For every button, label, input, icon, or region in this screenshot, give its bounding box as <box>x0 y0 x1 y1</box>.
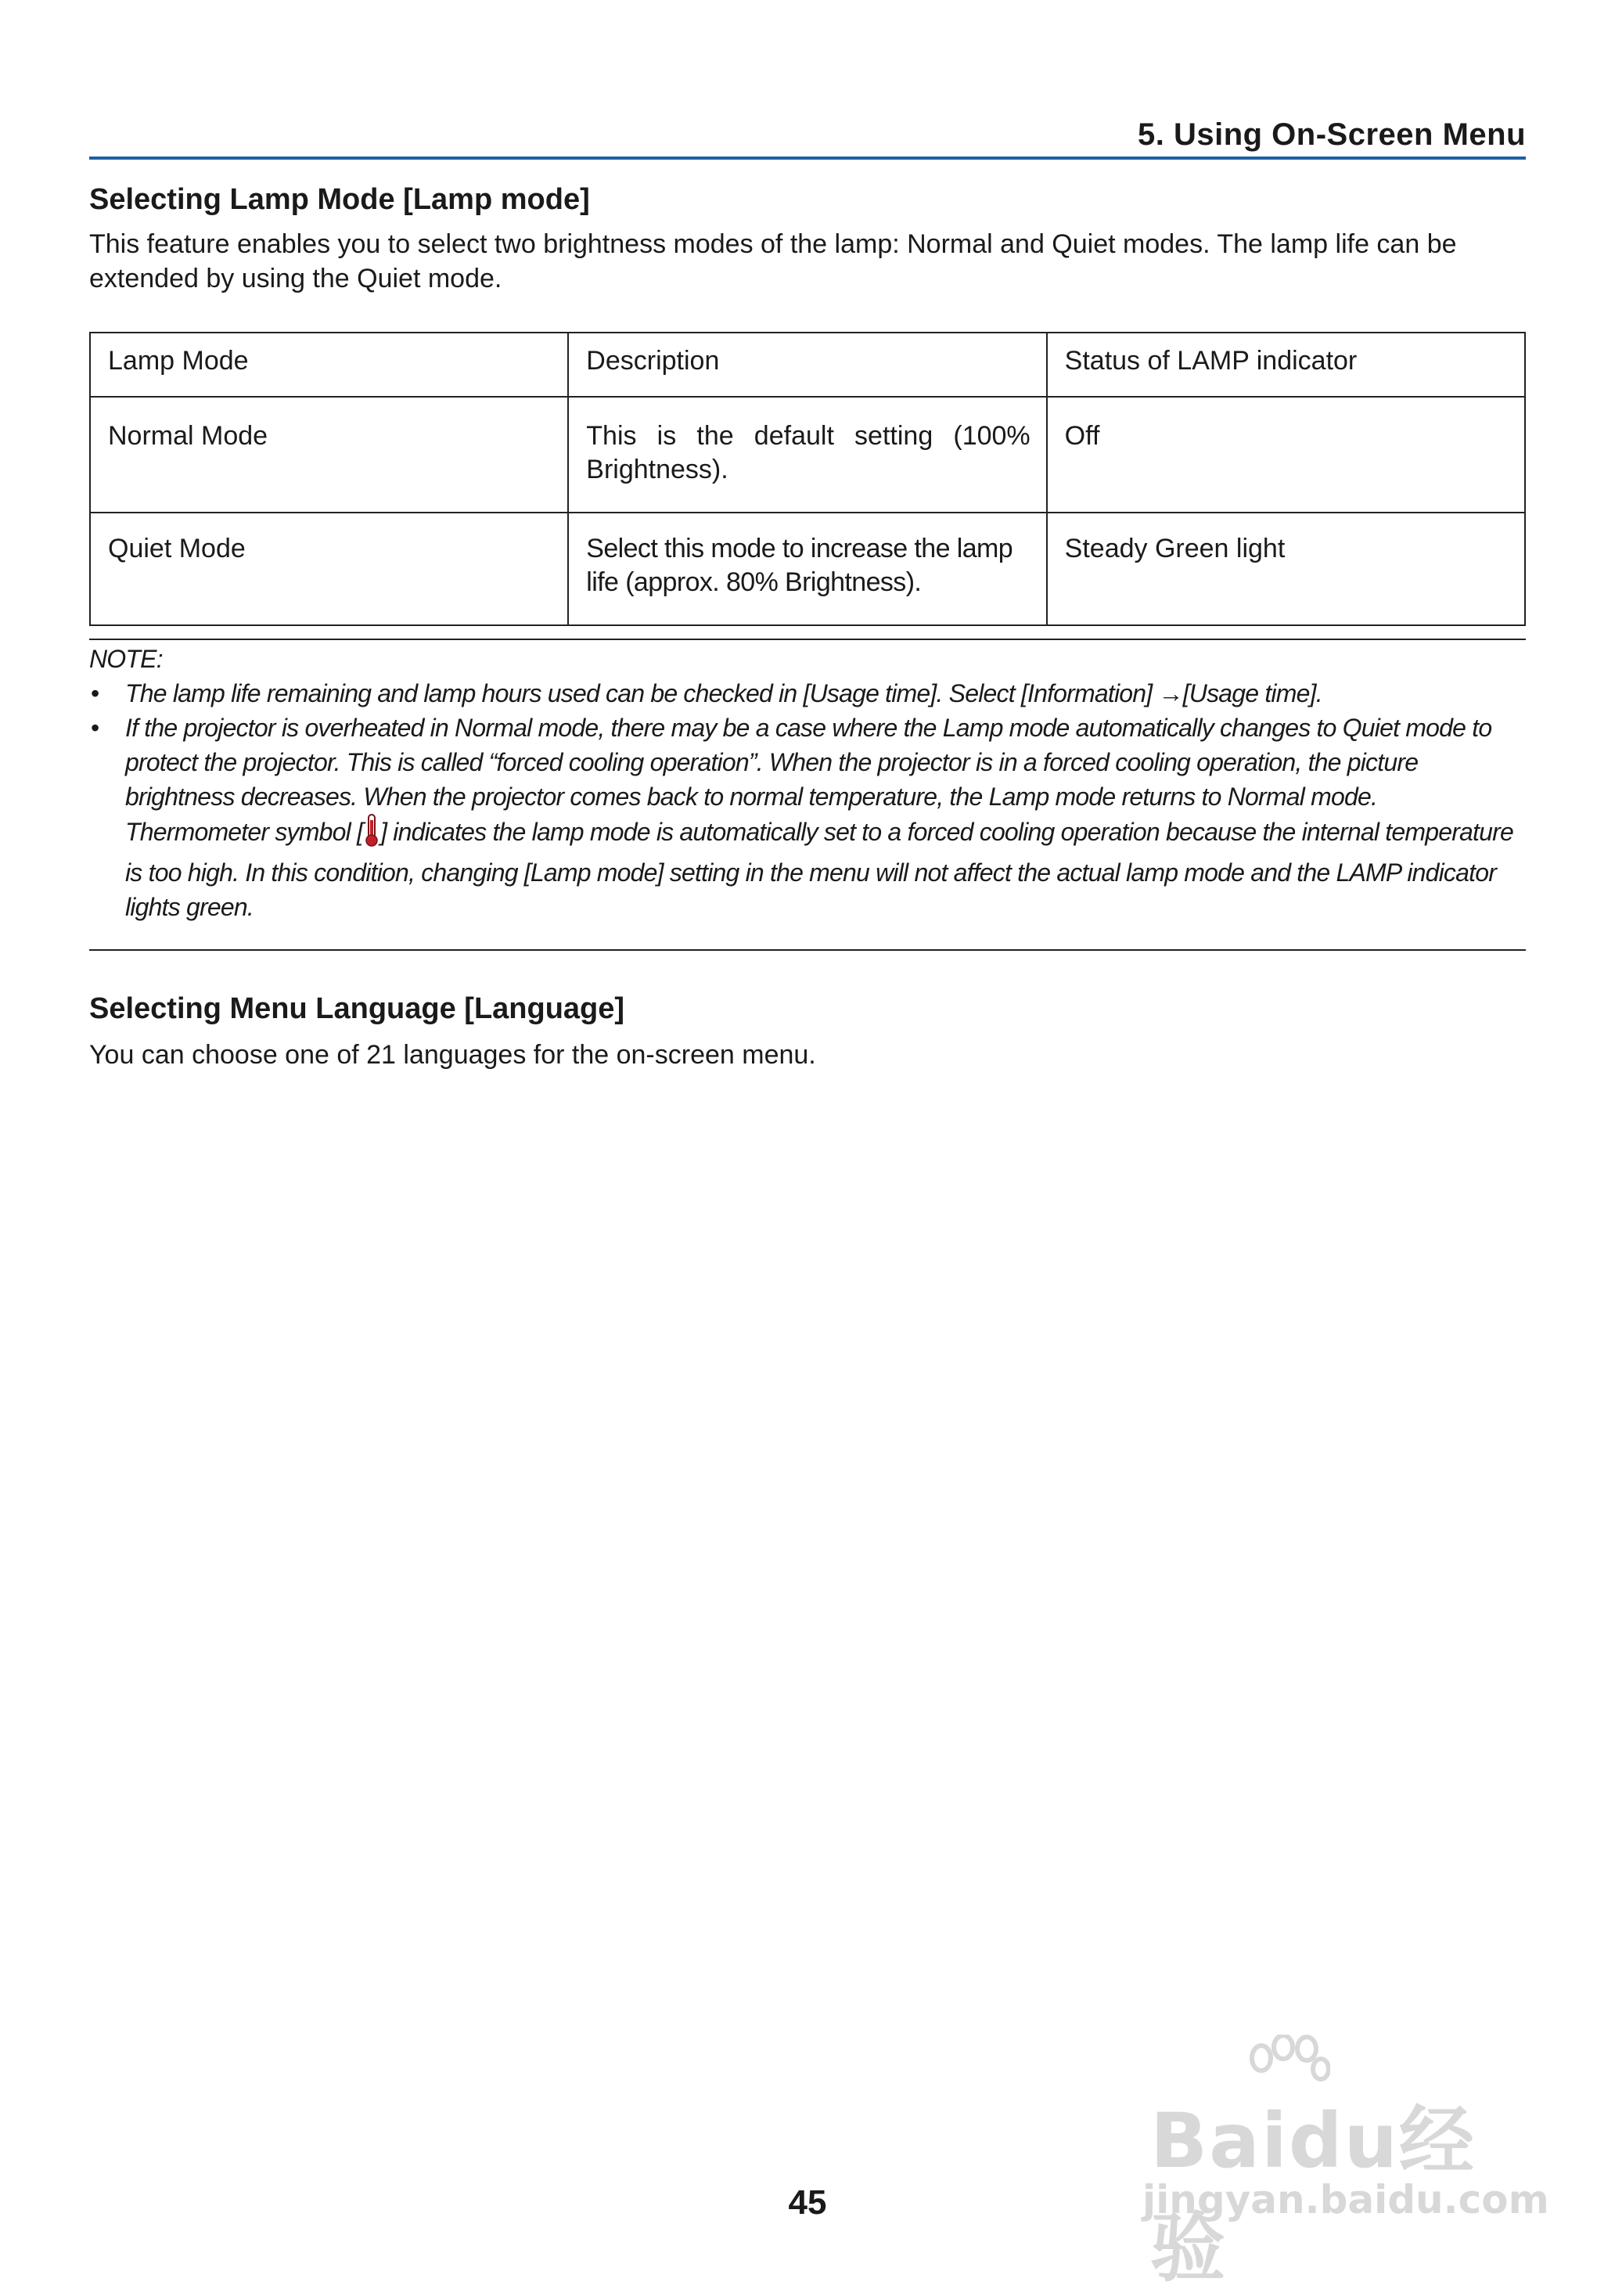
cell-status: Steady Green light <box>1047 513 1525 625</box>
header-lamp-mode: Lamp Mode <box>90 333 568 397</box>
thermo-text-after: ] indicates the lamp mode is automatically set to a forced cooling operation because the internal temperature is too high. In this condition, changing [Lamp mode] setting in the menu will not affect the actual lamp mode and the LAMP indicator lights green. <box>125 818 1513 921</box>
note-top-rule <box>89 639 1526 640</box>
watermark-url: jingyan.baidu.com <box>1142 2177 1549 2222</box>
bullet-icon: • <box>91 714 99 742</box>
lamp-mode-table <box>89 332 1526 626</box>
note-text-thermometer <box>125 814 1526 924</box>
note-bottom-rule <box>89 949 1526 951</box>
header-rule <box>89 157 1526 160</box>
cell-status: Off <box>1047 397 1525 513</box>
watermark-brand: Baidu经验 <box>1150 2097 1476 2292</box>
cell-mode-name: Quiet Mode <box>90 513 568 625</box>
note-text-overheat: If the projector is overheated in Normal mode, there may be a case where the Lamp mode automatically changes to Quiet mode to protect the projector. This is called “forced cooling operation”. When the projector is in a forced cooling operation, the picture brightness decreases. When the projector comes back to normal temperature, the Lamp mode returns to Normal mode. <box>125 714 1492 811</box>
page-number: 45 <box>788 2183 827 2222</box>
table-row <box>90 397 1525 513</box>
cell-description: This is the default setting (100% Brightness). <box>568 397 1046 513</box>
header-description: Description <box>568 333 1046 397</box>
header-status: Status of LAMP indicator <box>1047 333 1525 397</box>
table-header-row <box>90 333 1525 397</box>
thermometer-icon <box>365 814 379 855</box>
lamp-section-title: Selecting Lamp Mode [Lamp mode] <box>89 183 590 216</box>
bullet-icon: • <box>91 679 99 707</box>
chapter-header: 5. Using On-Screen Menu <box>1137 117 1526 152</box>
cell-description: Select this mode to increase the lamp life (approx. 80% Brightness). <box>568 513 1046 625</box>
baidu-watermark <box>1048 2035 1549 2292</box>
cell-mode-name: Normal Mode <box>90 397 568 513</box>
note-block <box>89 642 1526 924</box>
lamp-section-intro: This feature enables you to select two brightness modes of the lamp: Normal and Quiet modes. The lamp life can be extended by using the Quiet mode. <box>89 229 1457 293</box>
manual-page <box>89 0 1526 2282</box>
note-item <box>89 711 1526 924</box>
note-label: NOTE: <box>89 645 163 673</box>
language-section-title: Selecting Menu Language [Language] <box>89 992 625 1025</box>
note-text-usage-time: The lamp life remaining and lamp hours used can be checked in [Usage time]. Select [Information] →[Usage time]. <box>125 679 1322 707</box>
language-section-text: You can choose one of 21 languages for the on-screen menu. <box>89 1040 816 1070</box>
thermo-text-before: Thermometer symbol [ <box>125 818 364 846</box>
table-row <box>90 513 1525 625</box>
note-item <box>89 676 1526 711</box>
